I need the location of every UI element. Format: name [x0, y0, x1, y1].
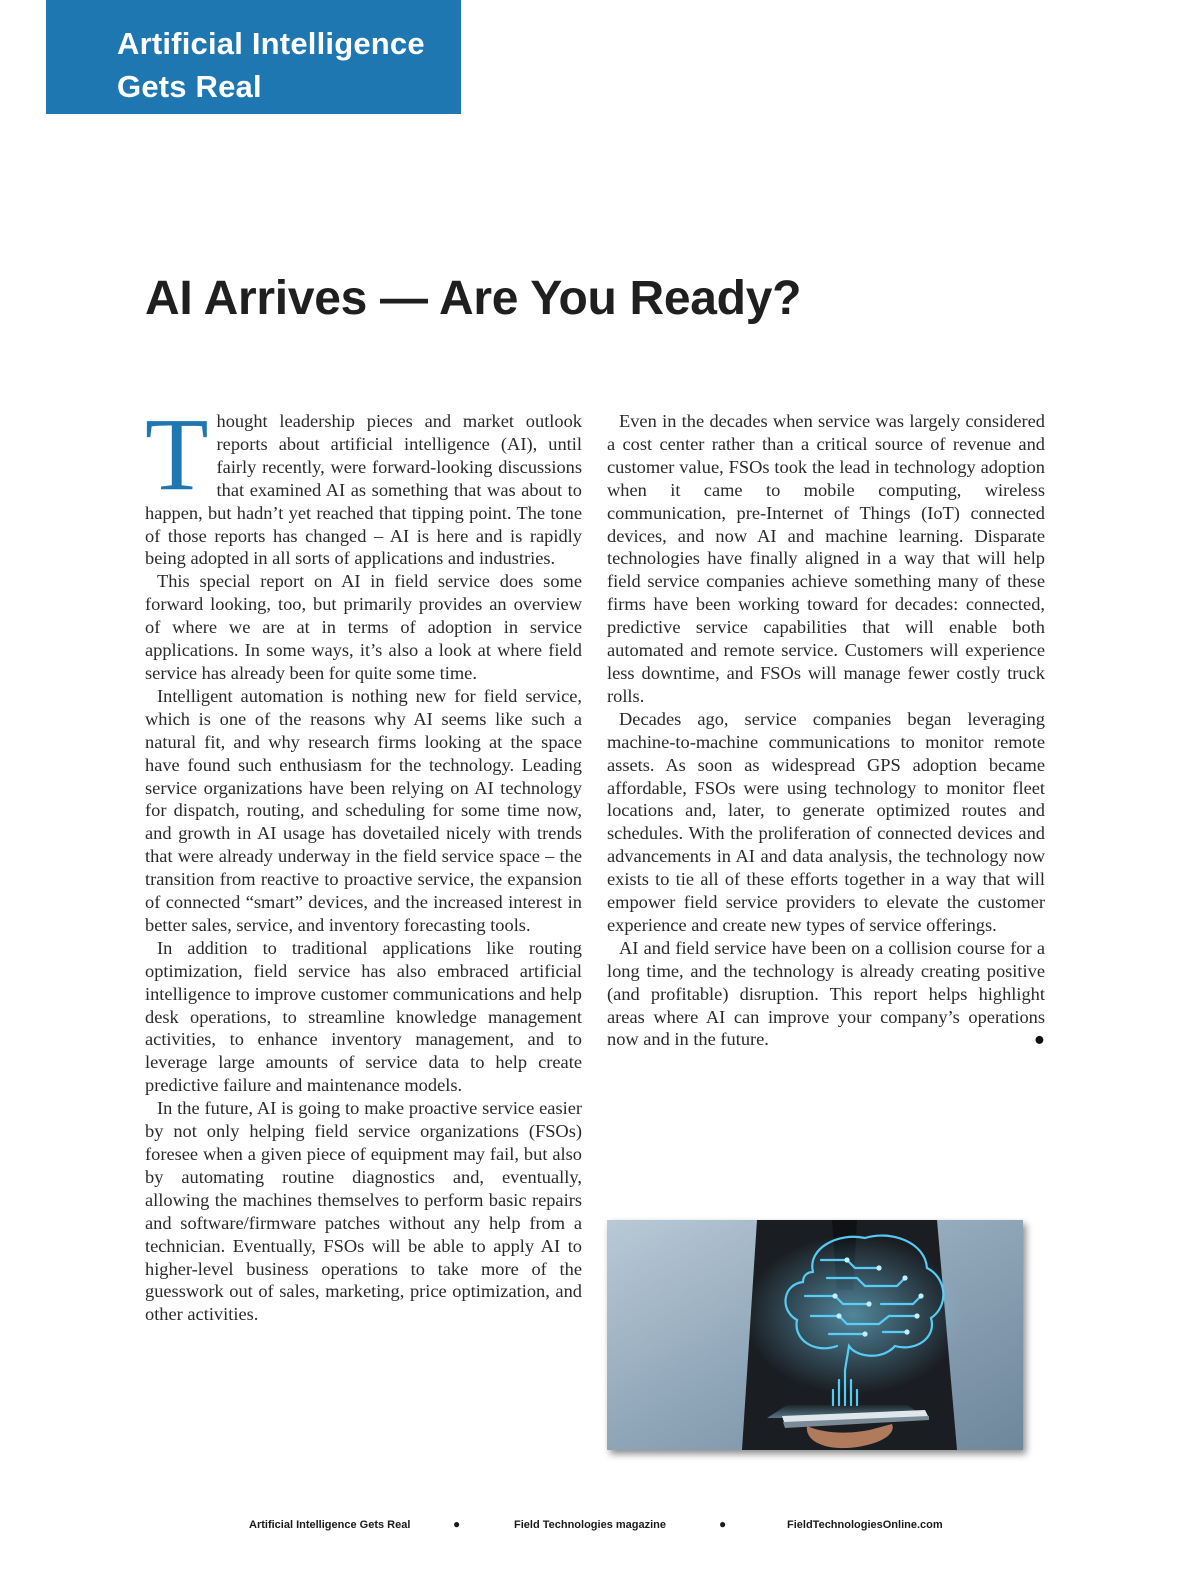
footer-magazine-name: Field Technologies magazine: [514, 1519, 666, 1531]
article-headline: AI Arrives — Are You Ready?: [145, 272, 802, 325]
paragraph-text: AI and field service have been on a collision course for a long time, and the technology is already creating positive (and profitable) disruption. This report helps highlight areas where AI can improve your company’s operations now and in the future.: [607, 937, 1045, 1050]
article-paragraph: This special report on AI in field service does some forward looking, too, but primarily provides an overview of where we are at in terms of adoption in service applications. In some ways, it’s also a look at where field service has already been for quite some time.: [145, 571, 582, 683]
article-paragraph: [145, 397, 582, 570]
paragraph-text: hought leadership pieces and market outlook reports about artificial intelligence (AI), until fairly recently, were forward-looking discussions that examined AI as something that was about to happen, but hadn’t yet reached that tipping point. The tone of those reports has changed – AI is here and is rapidly being adopted in all sorts of applications and industries.: [145, 411, 582, 569]
circuit-brain-hologram-icon: [607, 1220, 1023, 1450]
article-image: [607, 1220, 1023, 1450]
footer-bullet: ●: [719, 1517, 727, 1531]
footer-section-title: Artificial Intelligence Gets Real: [249, 1519, 411, 1531]
article-paragraph: Intelligent automation is nothing new for field service, which is one of the reasons why AI seems like such a natural fit, and why research firms looking at the space have found such enthusiasm for the technology. Leading service organizations have been relying on AI technology for dispatch, routing, and scheduling for some time now, and growth in AI usage has dovetailed nicely with trends that were already underway in the field service space – the transition from reactive to proactive service, the expansion of connected “smart” devices, and the increased interest in better sales, service, and inventory forecasting tools.: [145, 685, 582, 935]
page-footer: [0, 1519, 1200, 1537]
article-paragraph: [607, 937, 1045, 1052]
section-banner-line-2: Gets Real: [117, 69, 262, 104]
drop-cap: T: [145, 397, 209, 512]
footer-website: FieldTechnologiesOnline.com: [787, 1519, 943, 1531]
article-right-column: [607, 410, 1045, 1051]
end-of-article-mark: ●: [1033, 1029, 1045, 1050]
article-paragraph: Decades ago, service companies began leveraging machine-to-machine communications to monitor remote assets. As soon as widespread GPS adoption became affordable, FSOs were using technology to monitor fleet locations and, later, to generate optimized routes and schedules. With the proliferation of connected devices and advancements in AI and data analysis, the technology now exists to tie all of these efforts together in a way that will empower field service providers to elevate the customer experience and create new types of service offerings.: [607, 708, 1045, 935]
section-banner-line-1: Artificial Intelligence: [117, 26, 425, 61]
article-paragraph: In the future, AI is going to make proactive service easier by not only helping field service organizations (FSOs) foresee when a given piece of equipment may fail, but also by automating routine diagnostics and, eventually, allowing the machines themselves to perform basic repairs and software/firmware patches without any help from a technician. Eventually, FSOs will be able to apply AI to higher-level business operations to take more of the guesswork out of sales, marketing, price optimization, and other activities.: [145, 1098, 582, 1325]
article-paragraph: In addition to traditional applications like routing optimization, field service has also embraced artificial intelligence to improve customer communications and help desk operations, to streamline knowledge management activities, to enhance inventory management, and to leverage large amounts of service data to help create predictive failure and maintenance models.: [145, 937, 582, 1096]
article-left-column: [145, 397, 582, 1326]
article-paragraph: Even in the decades when service was largely considered a cost center rather than a critical source of revenue and customer value, FSOs took the lead in technology adoption when it came to mobile computing, wireless communication, pre-Internet of Things (IoT) connected devices, and now AI and machine learning. Disparate technologies have finally aligned in a way that will help field service companies achieve something many of these firms have been working toward for decades: connected, predictive service capabilities that will enable both automated and remote service. Customers will experience less downtime, and FSOs will manage fewer costly truck rolls.: [607, 411, 1045, 706]
footer-bullet: ●: [453, 1517, 461, 1531]
section-banner: [46, 0, 461, 114]
